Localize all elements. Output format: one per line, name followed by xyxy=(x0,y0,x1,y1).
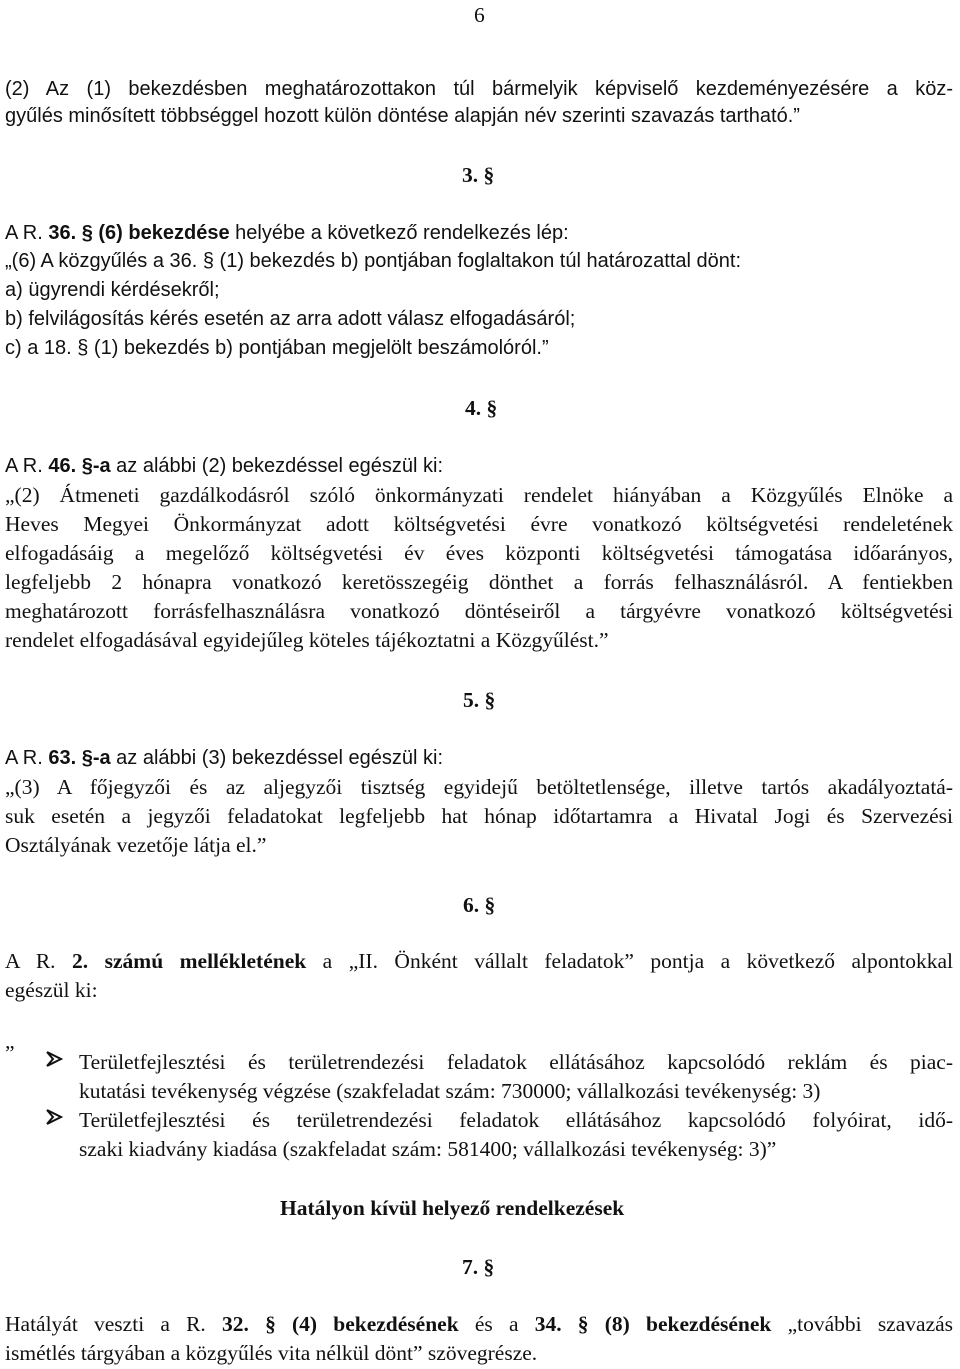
text-run: helyébe a következő rendelkezés lép: xyxy=(229,222,569,244)
section-5-intro xyxy=(5,746,443,770)
text-run-bold: 46. §-a xyxy=(48,455,111,477)
paragraph-line: „(6) A közgyűlés a 36. § (1) bekezdés b) pontjában foglaltakon túl határozattal dönt: xyxy=(5,250,742,272)
text-run: Hatályát veszti a R. xyxy=(5,1312,222,1336)
section-heading-3: 3. § xyxy=(462,163,495,187)
text-run: az alábbi (2) bekezdéssel egészül ki: xyxy=(110,455,444,477)
section-4-intro xyxy=(5,454,443,478)
paragraph-line: legfeljebb 2 hónapra vonatkozó keretösszegéig dönthet a forrás felhasználásról. A fentiekben xyxy=(5,570,953,594)
text-run: a „II. Önként vállalt feladatok” pontja a következő alpontokkal xyxy=(306,949,953,973)
bullet-item-line: kutatási tevékenység végzése (szakfeladat szám: 730000; vállalkozási tevékenység: 3) xyxy=(79,1079,821,1103)
paragraph-line: ismétlés tárgyában a közgyűlés vita nélkül dönt” szövegrésze. xyxy=(5,1341,538,1365)
text-run: A R. xyxy=(5,747,49,769)
text-run: A R. xyxy=(5,949,73,973)
opening-quote: „ xyxy=(5,1029,15,1053)
section-heading-5: 5. § xyxy=(463,688,496,712)
text-run: A R. xyxy=(5,455,49,477)
paragraph-line: (2) Az (1) bekezdésben meghatározottakon túl bármelyik képviselő kezdeményezésére a köz- xyxy=(5,78,953,100)
paragraph-line: egészül ki: xyxy=(5,978,98,1002)
paragraph-line: meghatározott forrásfelhasználásra vonatkozó döntéseiről a tárgyévre vonatkozó költségvetési xyxy=(5,599,953,623)
paragraph-line: b) felvilágosítás kérés esetén az arra adott válasz elfogadásáról; xyxy=(5,308,576,330)
paragraph-line: c) a 18. § (1) bekezdés b) pontjában megjelölt beszámolóról.” xyxy=(5,337,549,359)
text-run-bold: 63. §-a xyxy=(48,747,111,769)
bullet-item-line: Területfejlesztési és területrendezési feladatok ellátásához kapcsolódó reklám és piac- xyxy=(79,1050,953,1074)
section-6-intro xyxy=(5,948,953,974)
arrow-bullet-icon xyxy=(44,1107,64,1134)
text-run-bold: 36. § (6) bekezdése xyxy=(48,222,230,244)
text-run-bold: 2. számú mellékletének xyxy=(72,949,307,973)
section-3-intro xyxy=(5,221,569,245)
text-run: „további szavazás xyxy=(771,1312,954,1336)
bullet-item-line: szaki kiadvány kiadása (szakfeladat szám: 581400; vállalkozási tevékenység: 3)” xyxy=(79,1137,777,1161)
section-heading-7: 7. § xyxy=(462,1255,495,1279)
closing-provisions-heading: Hatályon kívül helyező rendelkezések xyxy=(280,1196,625,1220)
paragraph-line: „(2) Átmeneti gazdálkodásról szóló önkormányzati rendelet hiányában a Közgyűlés Elnöke a xyxy=(5,483,953,507)
section-7-line-1 xyxy=(5,1311,953,1337)
paragraph-line: „(3) A főjegyzői és az aljegyzői tisztség egyidejű betöltetlensége, illetve tartós akadályoztatá- xyxy=(5,775,953,799)
text-run: és a xyxy=(458,1312,535,1336)
text-run: A R. xyxy=(5,222,49,244)
paragraph-line: rendelet elfogadásával egyidejűleg köteles tájékoztatni a Közgyűlést.” xyxy=(5,628,609,652)
paragraph-line: a) ügyrendi kérdésekről; xyxy=(5,279,220,301)
paragraph-line: suk esetén a jegyzői feladatokat legfeljebb hat hónap időtartamra a Hivatal Jogi és Szervezési xyxy=(5,804,953,828)
bullet-item-line: Területfejlesztési és területrendezési feladatok ellátásához kapcsolódó folyóirat, idő- xyxy=(79,1108,953,1132)
page-number: 6 xyxy=(474,3,485,27)
arrow-bullet-icon xyxy=(44,1049,64,1076)
text-run-bold: 32. § (4) bekezdésének xyxy=(222,1312,459,1336)
text-run: az alábbi (3) bekezdéssel egészül ki: xyxy=(110,747,444,769)
paragraph-line: elfogadásáig a megelőző költségvetési év éves központi költségvetési támogatása időarányos, xyxy=(5,541,953,565)
section-heading-4: 4. § xyxy=(465,396,498,420)
paragraph-line: Heves Megyei Önkormányzat adott költségvetési évre vonatkozó költségvetési rendeletének xyxy=(5,512,953,536)
paragraph-line: Osztályának vezetője látja el.” xyxy=(5,833,267,857)
paragraph-line: gyűlés minősített többséggel hozott külön döntése alapján név szerinti szavazás tartható.” xyxy=(5,105,800,127)
text-run-bold: 34. § (8) bekezdésének xyxy=(534,1312,772,1336)
section-heading-6: 6. § xyxy=(463,893,496,917)
